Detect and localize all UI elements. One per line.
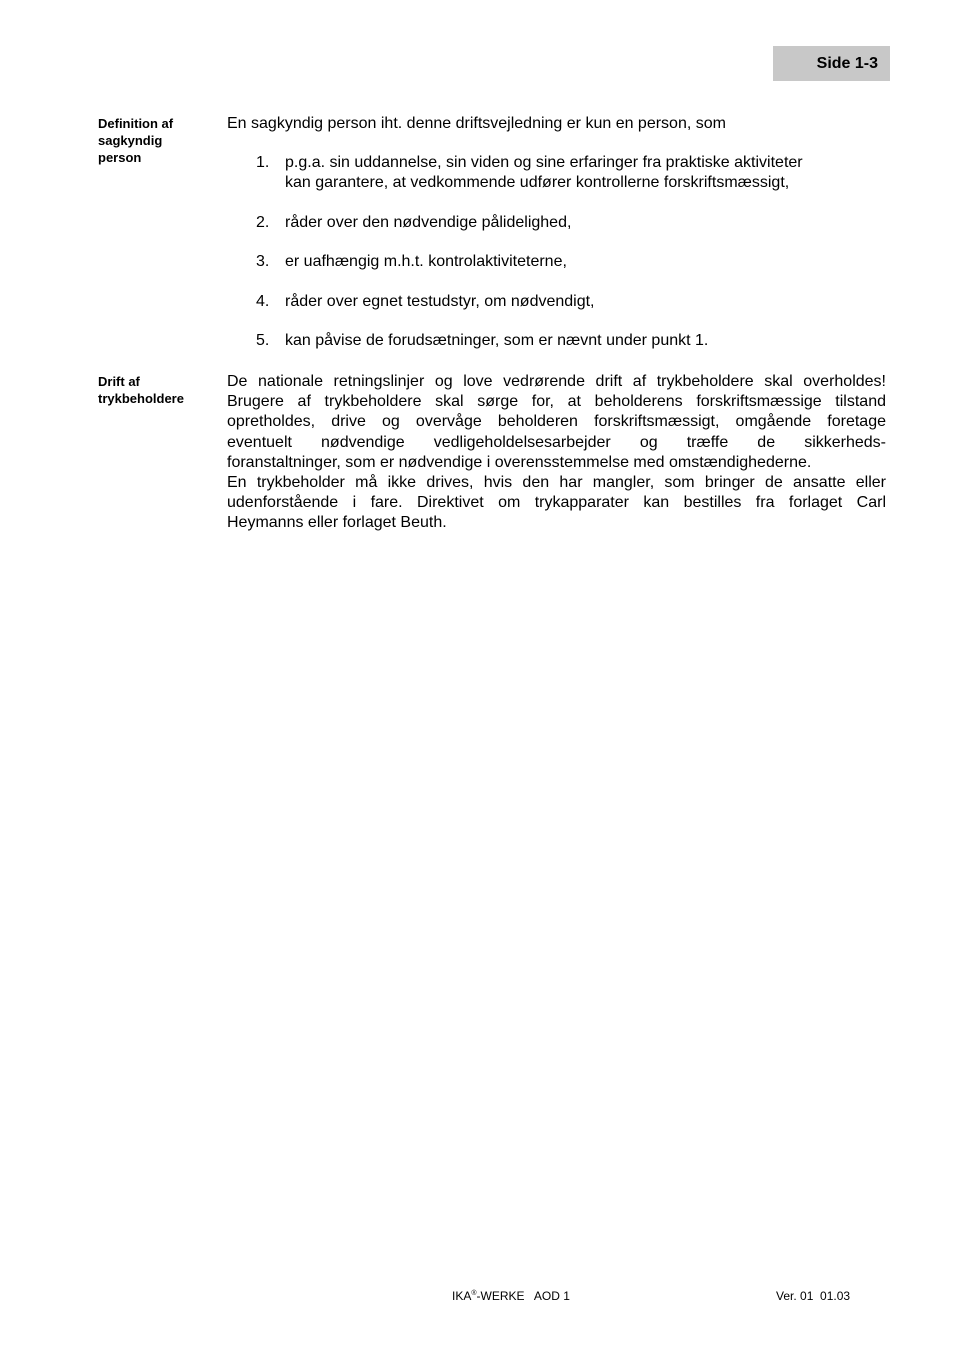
section-label-line: sagkyndig (98, 133, 163, 148)
paragraph-line: Heymanns eller forlaget Beuth. (227, 514, 447, 532)
operation-paragraph (227, 372, 886, 534)
paragraph-line: De nationale retningslinjer og love vedrørende drift af trykbeholdere skal overholdes! (227, 373, 886, 390)
paragraph-line: foranstaltninger, som er nødvendige i overensstemmelse med omstændighederne. (227, 453, 812, 471)
list-item-number: 3. (256, 253, 270, 270)
section-label-line: Drift af (98, 374, 140, 389)
section-label-line: person (98, 150, 142, 165)
list-item-text: råder over den nødvendige pålidelighed, (285, 213, 572, 231)
paragraph-line: eventuelt nødvendige vedligeholdelsesarbejder og træffe de sikkerheds- (227, 433, 886, 451)
paragraph-line: Brugere af trykbeholdere skal sørge for, at beholderens forskriftsmæssige tilstand (227, 393, 886, 411)
registered-mark: ® (471, 1290, 477, 1297)
section-label-line: trykbeholdere (98, 391, 184, 406)
list-item-text: råder over egnet testudstyr, om nødvendigt, (285, 292, 595, 310)
section-label-line: Definition af (98, 116, 174, 131)
list-item-text: kan påvise de forudsætninger, som er nævnt under punkt 1. (285, 332, 709, 349)
section-label-definition (98, 115, 208, 166)
section-label-operation (98, 373, 208, 407)
list-item-number: 5. (256, 332, 270, 349)
footer-brand: IKA (452, 1289, 472, 1303)
list-item (227, 331, 886, 351)
paragraph-line: udenforstående i fare. Direktivet om trykapparater kan bestilles fra forlaget Carl (227, 494, 886, 512)
page-number-label: Side 1-3 (773, 46, 890, 81)
definition-list (227, 153, 886, 371)
footer-version: Ver. 01 01.03 (776, 1289, 851, 1303)
paragraph-line: En trykbeholder må ikke drives, hvis den har mangler, som bringer de ansatte eller (227, 474, 886, 492)
list-item-number: 2. (256, 213, 270, 231)
list-item-text: p.g.a. sin uddannelse, sin viden og sine erfaringer fra praktiske aktiviteter (285, 154, 803, 171)
list-item-number: 1. (256, 154, 270, 171)
list-item-number: 4. (256, 292, 270, 310)
footer-document-id (452, 1289, 570, 1303)
list-item (227, 153, 886, 193)
list-item-text: er uafhængig m.h.t. kontrolaktiviteterne, (285, 253, 567, 270)
list-item (227, 292, 886, 312)
footer-brand-suffix: -WERKE AOD 1 (476, 1289, 570, 1303)
list-item (227, 213, 886, 233)
definition-intro: En sagkyndig person iht. denne driftsvejledning er kun en person, som (227, 115, 726, 132)
list-item (227, 252, 886, 272)
paragraph-line: opretholdes, drive og overvåge beholderen forskriftsmæssigt, omgående foretage (227, 413, 886, 431)
list-item-text: kan garantere, at vedkommende udfører kontrollerne forskriftsmæssigt, (285, 174, 790, 191)
